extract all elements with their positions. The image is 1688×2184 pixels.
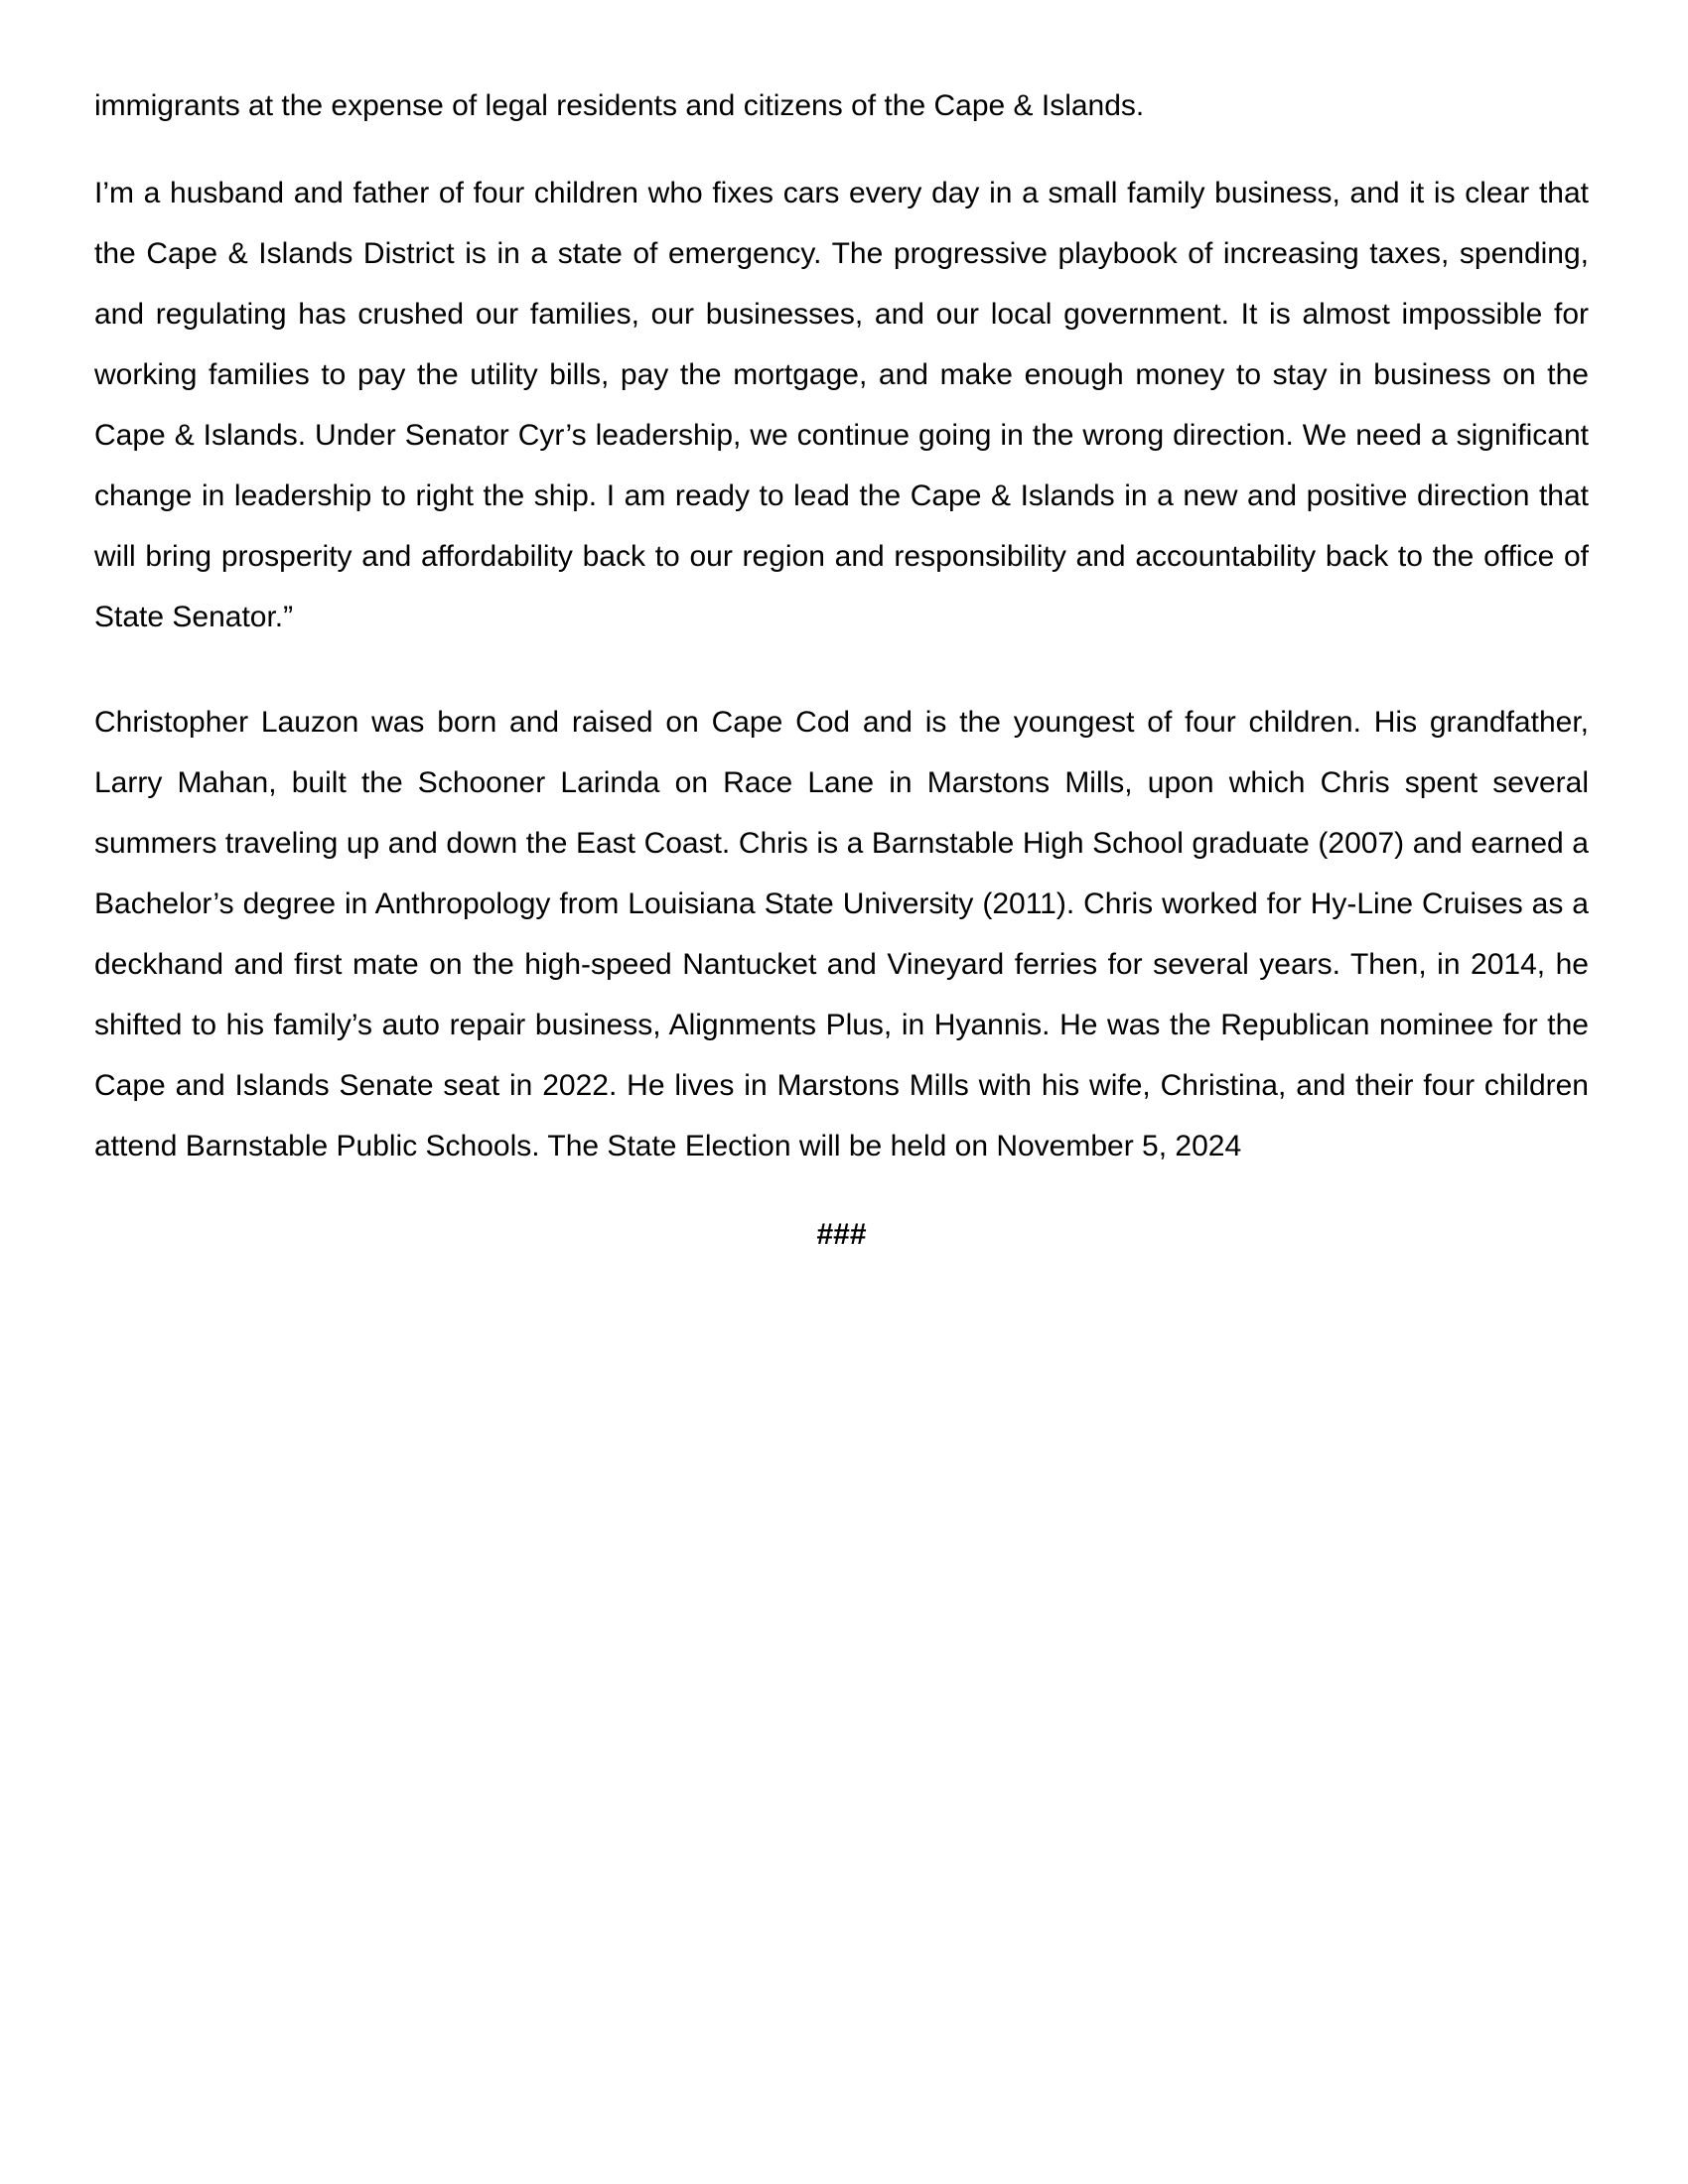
text-line: change in leadership to right the ship. I am ready to lead the Cape & Islands in a new and positive direction that	[94, 479, 1589, 512]
text-line: shifted to his family’s auto repair business, Alignments Plus, in Hyannis. He was the Republican nominee for the	[94, 1009, 1589, 1041]
text-line: the Cape & Islands District is in a state of emergency. The progressive playbook of increasing taxes, spending,	[94, 237, 1589, 270]
page-content	[94, 75, 1589, 1265]
text-line: and regulating has crushed our families, our businesses, and our local government. It is almost impossible for	[94, 298, 1589, 331]
text-line: State Senator.”	[94, 601, 294, 633]
text-line: I’m a husband and father of four children who fixes cars every day in a small family business, and it is clear that	[94, 177, 1589, 209]
text-line: Christopher Lauzon was born and raised on Cape Cod and is the youngest of four children. His grandfather,	[94, 706, 1589, 739]
bio-paragraph	[94, 692, 1589, 1176]
text-line: deckhand and first mate on the high-speed Nantucket and Vineyard ferries for several years. Then, in 2014, he	[94, 948, 1589, 981]
text-line: immigrants at the expense of legal residents and citizens of the Cape & Islands.	[94, 89, 1145, 122]
text-line: will bring prosperity and affordability back to our region and responsibility and accountability back to the office of	[94, 540, 1589, 573]
quote-paragraph	[94, 163, 1589, 647]
paragraph-fragment	[94, 75, 1589, 136]
text-line: attend Barnstable Public Schools. The State Election will be held on November 5, 2024	[94, 1130, 1242, 1162]
text-line: summers traveling up and down the East Coast. Chris is a Barnstable High School graduate (2007) and earned a	[94, 827, 1589, 860]
text-line: Larry Mahan, built the Schooner Larinda on Race Lane in Marstons Mills, upon which Chris spent several	[94, 766, 1589, 799]
text-line: Cape and Islands Senate seat in 2022. He lives in Marstons Mills with his wife, Christina, and their four children	[94, 1069, 1589, 1102]
text-line: Bachelor’s degree in Anthropology from Louisiana State University (2011). Chris worked for Hy-Line Cruises as a	[94, 887, 1589, 920]
text-line: working families to pay the utility bills, pay the mortgage, and make enough money to stay in business on the	[94, 358, 1589, 391]
text-line: Cape & Islands. Under Senator Cyr’s leadership, we continue going in the wrong direction. We need a significant	[94, 419, 1589, 452]
end-mark: ###	[816, 1218, 867, 1251]
